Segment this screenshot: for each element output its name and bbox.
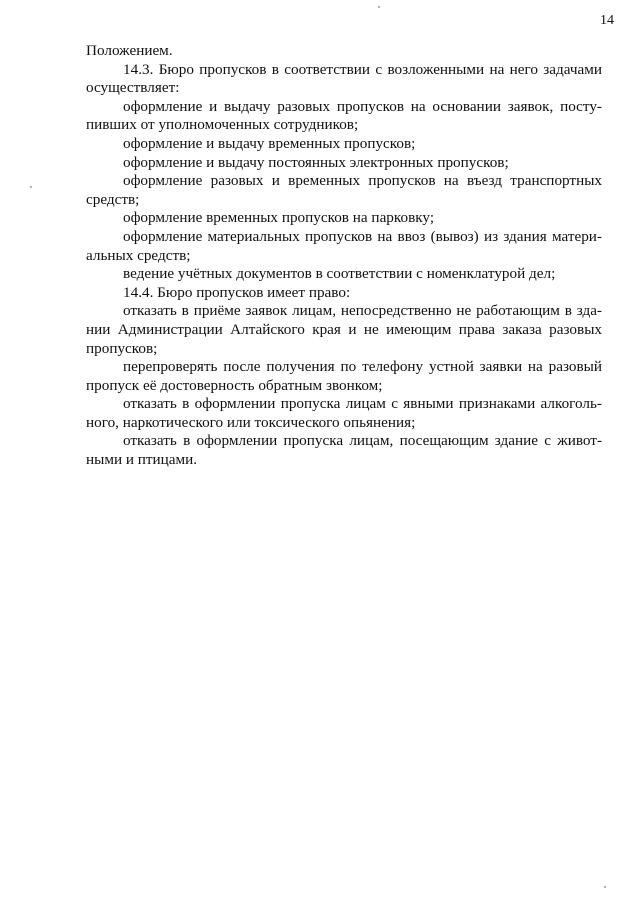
document-body	[86, 42, 602, 470]
list-item-material-passes	[86, 228, 602, 265]
list-item-one-time-passes	[86, 98, 602, 135]
text-line: отказать в приёме заявок лицам, непосредственно не работающим в зда-	[123, 302, 602, 320]
list-item-vehicle-passes	[86, 172, 602, 209]
text-line: пропусков;	[86, 339, 158, 357]
list-item-temporary-passes	[86, 135, 602, 154]
text-line: ными и птицами.	[86, 451, 198, 469]
text-line: оформление и выдачу разовых пропусков на основании заявок, посту-	[123, 97, 602, 115]
text-line: Положением.	[86, 42, 173, 59]
text-line: нии Администрации Алтайского края и не имеющим права заказа разовых	[86, 320, 602, 338]
list-item-electronic-passes	[86, 154, 602, 173]
scan-speck	[604, 886, 606, 888]
scan-speck	[30, 186, 32, 188]
text-line: пивших от уполномоченных сотрудников;	[86, 116, 359, 134]
list-item-parking-passes	[86, 209, 602, 228]
list-item-verify-by-callback	[86, 358, 602, 395]
text-line: оформление и выдачу постоянных электронных пропусков;	[123, 153, 509, 171]
list-item-records	[86, 265, 602, 284]
text-line: ведение учётных документов в соответствии с номенклатурой дел;	[123, 265, 556, 283]
text-line: оформление временных пропусков на парковку;	[123, 209, 435, 227]
text-line: альных средств;	[86, 246, 191, 264]
page-number: 14	[600, 13, 614, 28]
text-line: оформление разовых и временных пропусков на въезд транспортных	[123, 172, 602, 190]
text-line: отказать в оформлении пропуска лицам с явными признаками алкоголь-	[123, 395, 602, 413]
text-line: осуществляет:	[86, 79, 180, 97]
text-line: 14.4. Бюро пропусков имеет право:	[123, 283, 351, 301]
text-line: оформление и выдачу временных пропусков;	[123, 134, 416, 152]
paragraph-14-4	[86, 284, 602, 303]
list-item-refuse-applications	[86, 302, 602, 358]
text-line: оформление материальных пропусков на ввоз (вывоз) из здания матери-	[123, 227, 602, 245]
list-item-refuse-intoxicated	[86, 395, 602, 432]
text-line: пропуск её достоверность обратным звонком;	[86, 376, 383, 394]
paragraph-continuation	[86, 42, 602, 61]
text-line: перепроверять после получения по телефону устной заявки на разовый	[123, 358, 602, 376]
scan-speck	[378, 6, 380, 8]
text-line: отказать в оформлении пропуска лицам, посещающим здание с живот-	[123, 432, 602, 450]
text-line: средств;	[86, 190, 140, 208]
text-line: 14.3. Бюро пропусков в соответствии с возложенными на него задачами	[123, 60, 602, 78]
paragraph-14-3	[86, 61, 602, 98]
list-item-refuse-animals	[86, 432, 602, 469]
text-line: ного, наркотического или токсического опьянения;	[86, 413, 416, 431]
